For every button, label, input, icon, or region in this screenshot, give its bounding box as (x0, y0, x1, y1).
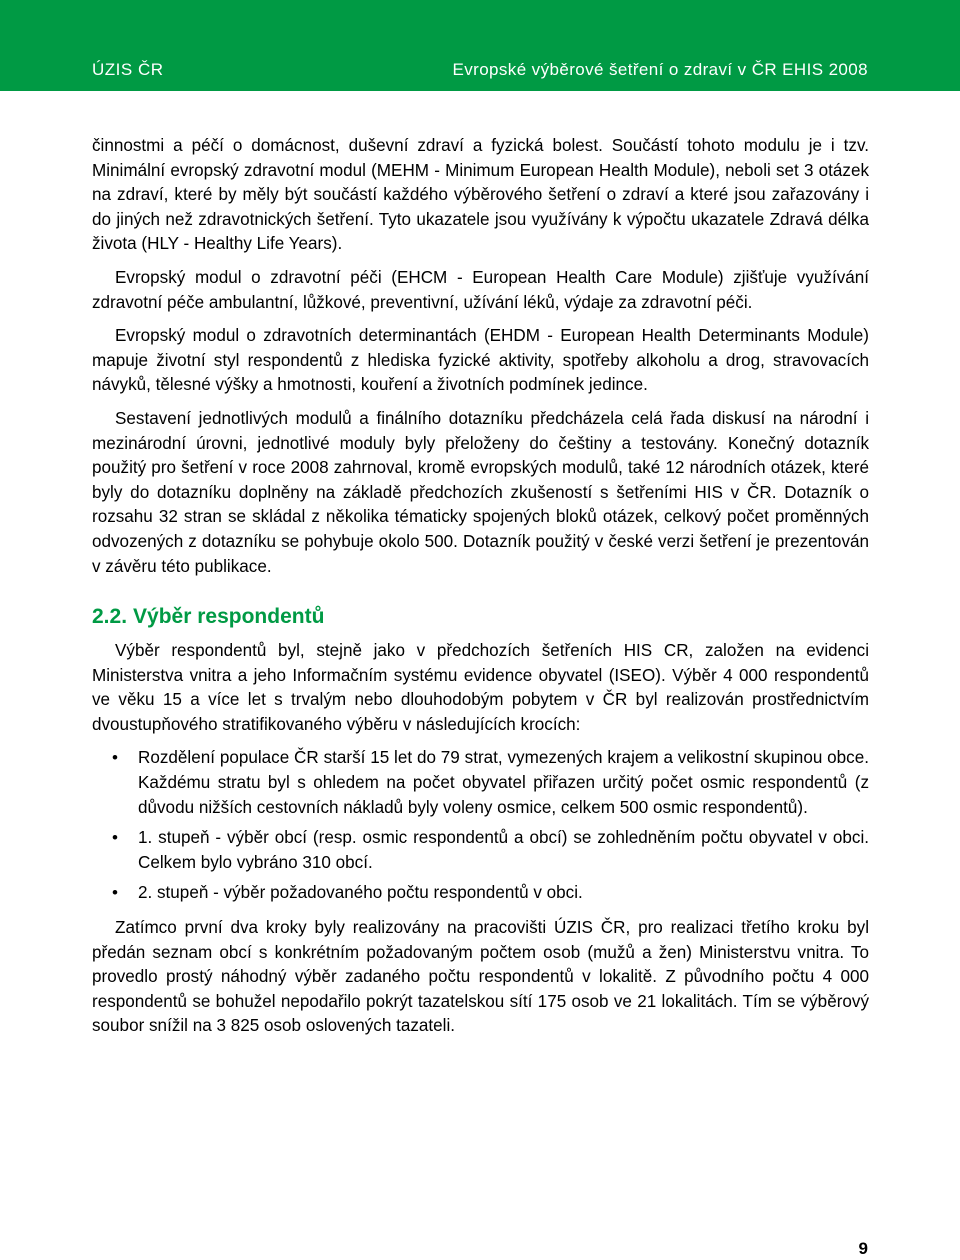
page-header (0, 0, 960, 91)
list-item (92, 881, 869, 906)
list-item-text: 1. stupeň - výběr obcí (resp. osmic respondentů a obcí) se zohledněním počtu obyvatel v obci. Celkem bylo vybráno 310 obcí. (138, 828, 869, 872)
section-title: Výběr respondentů (133, 605, 325, 629)
header-publication-title: Evropské výběrové šetření o zdraví v ČR EHIS 2008 (452, 60, 868, 79)
section-number: 2.2. (92, 605, 128, 629)
bullet-icon: • (112, 883, 118, 903)
paragraph-ehdm: Evropský modul o zdravotních determinantách (EHDM - European Health Determinants Module) mapuje životní styl respondentů z hlediska fyzické aktivity, spotřeby alkoholu a drog, stravovacích návyků, tělesné výšky a hmotnosti, kouření a životních podmínek jedince. (92, 326, 869, 395)
paragraph-modules-continued: činnostmi a péčí o domácnost, duševní zdraví a fyzická bolest. Součástí tohoto modulu je i tzv. Minimální evropský zdravotní modul (MEHM - Minimum European Health Module), neboli set 3 otázek na zdraví, které by měly být součástí každého výběrového šetření o zdraví a které jsou zařazovány i do jiných než zdravotnických šetření. Tyto ukazatele jsou využívány k výpočtu ukazatele Zdravá délka života (HLY - Healthy Life Years). (92, 136, 869, 254)
sampling-steps-list (92, 746, 869, 906)
page-body (92, 134, 869, 1048)
header-organization: ÚZIS ČR (92, 60, 164, 79)
paragraph-questionnaire: Sestavení jednotlivých modulů a finálního dotazníku předcházela celá řada diskusí na národní i mezinárodní úrovni, jednotlivé moduly byly přeloženy do češtiny a testovány. Konečný dotazník použitý pro šetření v roce 2008 zahrnoval, kromě evropských modulů, také 12 národních otázek, které byly do dotazníku doplněny na základě předchozích zkušeností s šetřeními HIS v ČR. Dotazník o rozsahu 32 stran se skládal z několika tématicky spojených bloků otázek, celkový počet proměnných odvozených z dotazníku se pohybuje okolo 500. Dotazník použitý v české verzi šetření je prezentován v závěru této publikace. (92, 408, 869, 576)
bullet-icon: • (112, 828, 118, 848)
list-item (92, 746, 869, 820)
paragraph-ehcm: Evropský modul o zdravotní péči (EHCM - European Health Care Module) zjišťuje využívání zdravotní péče ambulantní, lůžkové, preventivní, užívání léků, výdaje za zdravotní péči. (92, 267, 869, 312)
paragraph-closing: Zatímco první dva kroky byly realizovány na pracovišti ÚZIS ČR, pro realizaci třetího kroku byl předán seznam obcí s konkrétním požadovaným počtem osob (mužů a žen) Ministerstvu vnitra. To provedlo prostý náhodný výběr zadaného počtu respondentů v lokalitě. Z původního počtu 4 000 respondentů se bohužel nepodařilo pokrýt tazatelskou sítí 175 osob ve 21 lokalitách. Tím se výběrový soubor snížil na 3 825 osob oslovených tazateli. (92, 918, 869, 1036)
paragraph-sampling-intro: Výběr respondentů byl, stejně jako v předchozích šetřeních HIS CR, založen na evidenci Ministerstva vnitra a jeho Informačním systému evidence obyvatel (ISEO). Výběr 4 000 respondentů ve věku 15 a více let s trvalým nebo dlouhodobým pobytem v ČR byl realizován prostřednictvím dvoustupňového stratifikovaného výběru v následujících krocích: (92, 641, 869, 734)
section-heading (92, 603, 869, 631)
list-item-text: 2. stupeň - výběr požadovaného počtu respondentů v obci. (138, 883, 583, 903)
bullet-icon: • (112, 748, 118, 768)
list-item-text: Rozdělení populace ČR starší 15 let do 79 strat, vymezených krajem a velikostní skupinou obce. Každému stratu byl s ohledem na počet obyvatel přiřazen určitý počet osmic respondentů (z důvodu nižších cestovních nákladů byly voleny osmice, celkem 500 osmic respondentů). (138, 748, 869, 817)
page-number: 9 (858, 1239, 868, 1258)
list-item (92, 826, 869, 875)
